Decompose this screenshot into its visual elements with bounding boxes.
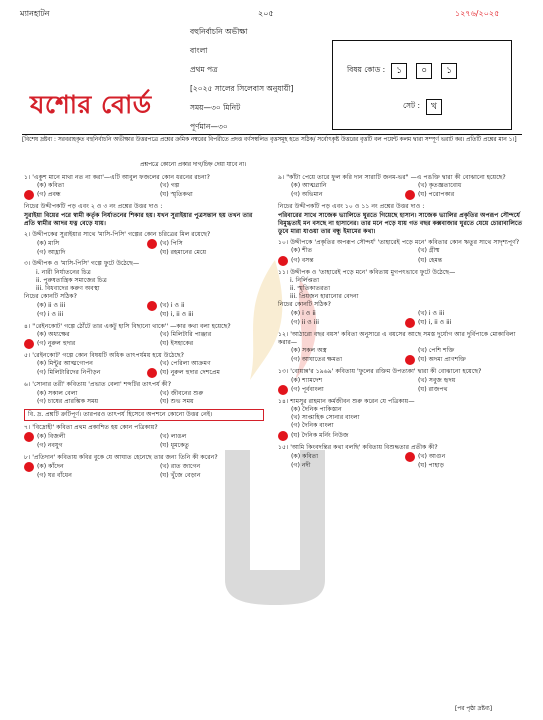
q5-option-d[interactable]: (ঘ) নুরুল হুদার দেশপ্রেম — [147, 368, 264, 378]
q13-option-d[interactable]: (ঘ) রাজপথ — [418, 385, 448, 393]
q4-option-c[interactable]: (গ) নুরুল হুদার — [24, 339, 141, 349]
subject-type: বহুনির্বাচনি অভীক্ষা — [190, 27, 248, 36]
q8-option-a[interactable]: (ক) কাঁদেন — [24, 462, 141, 472]
answer-dot — [147, 239, 157, 249]
q13-option-b[interactable]: (খ) সবুজ হৃদয় — [418, 376, 456, 384]
q14-option-b[interactable]: (খ) সাপ্তাহিক সোনার বাংলা — [291, 414, 360, 422]
question-14: ১৪। শামসুর রাহমান কর্মজীবন শুরু করেন যে পত্রিকায়— (ক) দৈনিক পাকিস্তান (খ) সাপ্তাহিক সোনার বাংলা (গ) দৈনিক বাংলা (ঘ) দৈনিক মর্নিং নিউজ — [278, 398, 526, 441]
q4-option-b[interactable]: (খ) মিলিটারি পাঞ্জার — [160, 330, 212, 338]
q3-option-a[interactable]: (ক) ii ও iii — [37, 302, 66, 310]
q12-option-d[interactable]: (ঘ) অদম্য প্রাণশক্তি — [405, 355, 526, 365]
q11-option-c[interactable]: (গ) ii ও iii — [291, 318, 319, 326]
set-label: সেট : — [403, 101, 420, 110]
q10-option-a[interactable]: (ক) শীত — [291, 247, 313, 255]
exam-time: সময়—৩০ মিনিট — [190, 103, 241, 112]
q3-statement-i: i. নারী নির্যাতনের চিত্র — [36, 268, 91, 276]
q15-option-b[interactable]: (খ) আগুন — [405, 452, 526, 462]
full-marks: পূর্ণমান—৩০ — [190, 122, 228, 131]
next-page-note: [পর পৃষ্ঠা দ্রষ্টব্য] — [455, 706, 492, 712]
q11-statement-ii: ii. স্মৃতিকাতরতা — [290, 285, 330, 293]
instruction-line: প্রশ্নপত্রে কোনো প্রকার দাগ/চিহ্ন দেয়া যাবে না। — [140, 162, 247, 168]
question-11: ১১। উদ্দীপক ও 'তাহারেই পড়ে মনে' কবিতায় মুগপৎভাবে ফুটে উঠেছে— i. নির্লিপ্ততা ii. স্মৃতিকাতরতা iii. প্রিয়জন হারানোর বেদনা নিচের কোনটি সঠিক? (ক) i ও ii (খ) i ও iii (গ) ii ও iii (ঘ) i, ii ও iii — [278, 269, 526, 328]
q11-option-a[interactable]: (ক) i ও ii — [291, 309, 316, 317]
q9-option-b[interactable]: (খ) কৃতজ্ঞতাবোধ — [418, 182, 462, 190]
question-15: ১৫। 'আমি কিংবদন্তির কথা বলছি' কবিতায় বিশুদ্ধতার প্রতীক কী? (ক) কবিতা (খ) আগুন (গ) নদী (ঘ) পাহাড় — [278, 444, 526, 470]
question-9: ৯। "কাঁটা পেয়ে তারে ফুল করি দান সারাটি জনম-ভর" —এ পঙক্তি দ্বারা কী বোঝানো হয়েছে? (ক) আত্মগ্লানি (খ) কৃতজ্ঞতাবোধ (গ) অভিমান (ঘ) পরোপকার — [278, 174, 526, 200]
answer-dot — [278, 431, 288, 441]
q12-option-a[interactable]: (ক) সকল অস্ত্র — [291, 347, 327, 355]
errata-note: বি. দ্র. প্রশ্নটি ক্রটিপূর্ণ। তারপরও তাৎপর্য হিসেবে অপশনে কোনো উত্তর নেই। — [24, 409, 264, 421]
q7-option-d[interactable]: (ঘ) ধূমকেতু — [160, 442, 189, 450]
answer-dot — [147, 301, 157, 311]
question-8: ৮। 'প্রতিদান' কবিতায় কবির বুকে যে আঘাত হেনেছে তার জন্য তিনি কী করেন? (ক) কাঁদেন (খ) রাত জাগেন (গ) ঘর বাঁধেন (ঘ) খুঁজে বেড়ান — [24, 454, 264, 480]
special-notice: [বিশেষ দ্রষ্টব্য : সরবরাহকৃত বহুনির্বাচনি অভীক্ষার উত্তরপত্রে প্রশ্নের ক্রমিক নম্বরের বিপরীতে প্রদত্ত বর্ণসম্বলিত বৃত্তসমূহ হতে সঠিক/ সর্বোৎকৃষ্ট উত্তরের বৃত্তটি বল পয়েন্ট কলম দ্বারা সম্পূর্ণ ভরাট কর। প্রতিটি প্রশ্নের মান ১।] — [22, 137, 517, 143]
q15-option-c[interactable]: (গ) নদী — [291, 461, 311, 469]
q11-which: নিচের কোনটি সঠিক? — [278, 301, 331, 309]
q3-option-c[interactable]: (গ) i ও iii — [37, 311, 64, 319]
q14-option-d[interactable]: (ঘ) দৈনিক মর্নিং নিউজ — [278, 431, 526, 441]
code-digit-2: ০ — [416, 63, 432, 79]
stem-2-instruction: নিচের উদ্দীপকটি পড় এবং ১০ ও ১১ নং প্রশ্নের উত্তর দাও : — [278, 203, 425, 211]
q2-option-d[interactable]: (ঘ) রহমানের মেয়ে — [160, 249, 207, 257]
q8-option-c[interactable]: (গ) ঘর বাঁধেন — [37, 471, 72, 479]
answer-dot — [24, 339, 34, 349]
question-10: ১০। উদ্দীপকে 'প্রকৃতির অপরূপ সৌন্দর্য' 'তাহারেই পড়ে মনে' কবিতার কোন ঋতুর সাথে সাদৃশ্যপূর্ণ? (ক) শীত (খ) গ্রীষ্ম (গ) বসন্ত (ঘ) হেমন্ত — [278, 239, 526, 265]
q14-option-a[interactable]: (ক) দৈনিক পাকিস্তান — [291, 406, 342, 414]
q10-option-c[interactable]: (গ) বসন্ত — [278, 256, 399, 266]
q7-option-a[interactable]: (ক) বিজলী — [24, 432, 141, 442]
answer-dot — [405, 190, 415, 200]
q7-option-c[interactable]: (গ) নবযুগ — [37, 442, 63, 450]
header-code-ref: ১২৭৬/২০২৫ — [455, 9, 500, 18]
answer-dot — [24, 190, 34, 200]
header-page-number: ২০৫ — [258, 9, 274, 18]
paper-name: প্রথম পত্র — [190, 65, 218, 74]
q3-statement-ii: ii. পুরুষতান্ত্রিক সমাজের চিত্র — [36, 276, 107, 284]
q12-option-c[interactable]: (গ) আঘাতের ক্ষমতা — [291, 356, 343, 364]
q1-option-b[interactable]: (খ) গল্প — [160, 182, 180, 190]
q9-option-a[interactable]: (ক) আত্মগ্লানি — [291, 182, 327, 190]
q4-option-d[interactable]: (ঘ) ইসহাকের — [160, 339, 194, 347]
q11-option-b[interactable]: (খ) i ও iii — [418, 309, 445, 317]
q11-option-d[interactable]: (ঘ) i, ii ও iii — [405, 318, 526, 328]
q2-option-b[interactable]: (খ) পিসি — [147, 239, 264, 249]
code-digit-1: ১ — [391, 63, 407, 79]
q10-option-d[interactable]: (ঘ) হেমন্ত — [418, 256, 443, 264]
question-7: ৭। 'বিদ্রোহী' কবিতা প্রথম প্রকাশিত হয় কোন পত্রিকায়? (ক) বিজলী (খ) লাঙল (গ) নবযুগ (ঘ) ধূমকেতু — [24, 424, 264, 450]
q1-number: ১। — [24, 174, 31, 181]
set-value: খ — [426, 99, 442, 115]
q6-option-d[interactable]: (ঘ) শুভ সময় — [160, 397, 194, 405]
q1-option-c[interactable]: (গ) প্রবন্ধ — [24, 190, 141, 200]
q5-option-c[interactable]: (গ) মিলিটারিদের নিপীড়ন — [37, 369, 101, 377]
q1-option-d[interactable]: (ঘ) স্মৃতিকথা — [160, 191, 193, 199]
question-2: ২। উদ্দীপকের সুরাইয়ার সাথে 'মাসি-পিসি' গল্পের কোন চরিত্রের মিল রয়েছে? (ক) মাসি (খ) পিসি (গ) আহ্লাদি (ঘ) রহমানের মেয়ে — [24, 231, 264, 257]
answer-dot — [405, 355, 415, 365]
q6-option-a[interactable]: (ক) সকাল বেলা — [37, 389, 78, 397]
header-district: ম্যানহাটন — [20, 9, 50, 18]
q14-option-c[interactable]: (গ) দৈনিক বাংলা — [291, 422, 334, 430]
q15-option-a[interactable]: (ক) কবিতা — [291, 452, 319, 460]
question-5: ৫। 'রেইনকোট' গল্পে কোন বিষয়টি অধিক তাৎপর্যময় হয়ে উঠেছে? (ক) মিন্টুর আত্মগোপন (খ) পেরিলা আক্রমণ (গ) মিলিটারিদের নিপীড়ন (ঘ) নুরুল হুদার দেশপ্রেম — [24, 352, 264, 378]
answer-dot — [405, 452, 415, 462]
board-title: যশোর বোর্ড — [30, 90, 152, 119]
q15-option-d[interactable]: (ঘ) পাহাড় — [418, 461, 445, 469]
q3-option-b[interactable]: (খ) i ও ii — [147, 301, 264, 311]
subject-code-label: বিষয় কোড : — [347, 65, 386, 74]
q8-option-b[interactable]: (খ) রাত জাগেন — [160, 462, 201, 470]
question-4: ৪। ''রেইনকোট' গল্পে ঠোঁটে তার একটু হাসি বিছানো থাকে'' —কার কথা বলা হয়েছে? (ক) অধ্যক্ষের (খ) মিলিটারি পাঞ্জার (গ) নুরুল হুদার (ঘ) ইসহাকের — [24, 323, 264, 349]
stem-1-instruction: নিচের উদ্দীপকটি পড় এবং ২ ও ৩ নং প্রশ্নের উত্তর দাও : — [24, 203, 163, 211]
q7-option-b[interactable]: (খ) লাঙল — [160, 433, 187, 441]
q11-statement-i: i. নির্লিপ্ততা — [290, 276, 320, 284]
q5-option-a[interactable]: (ক) মিন্টুর আত্মগোপন — [37, 360, 93, 368]
q3-option-d[interactable]: (ঘ) i, ii ও iii — [160, 311, 194, 319]
q1-text: 'একুশ মানে মাথা নত না করা'—এটি আবুল ফজলের কোন ধরনের রচনা? — [32, 174, 210, 181]
q5-option-b[interactable]: (খ) পেরিলা আক্রমণ — [160, 360, 211, 368]
answer-dot — [24, 432, 34, 442]
answer-dot — [278, 385, 288, 395]
right-column — [278, 174, 526, 473]
q9-option-d[interactable]: (ঘ) পরোপকার — [405, 190, 526, 200]
subject-name: বাংলা — [190, 46, 208, 55]
q3-statement-iii: iii. বিধবাদের করুণ অবস্থা — [36, 285, 100, 293]
answer-dot — [405, 318, 415, 328]
q3-which: নিচের কোনটি সঠিক? — [24, 293, 77, 301]
question-12: ১২। 'আঠারো বছর বয়স' কবিতা অনুসারে এ বয়সের আছে সমস্ত দুর্যোগ আর দুর্বিপাকে মোকাবিলা করার— (ক) সকল অস্ত্র (খ) পেশি শক্তি (গ) আঘাতের ক্ষমতা (ঘ) অদম্য প্রাণশক্তি — [278, 331, 526, 366]
answer-dot — [147, 368, 157, 378]
q11-statement-iii: iii. প্রিয়জন হারানোর বেদনা — [290, 293, 359, 301]
stem-2-body: পরিবারের সাথে সাজেক ভ্যালিতে ঘুরতে গিয়েছে হাসান। সাজেক ভ্যালির প্রকৃতির অপরূপ সৌন্দর্যে বিমুগ্ধতাই মন বসছে না হাসানের। তার মনে পড়ে যায় গত বছর কক্সবাজার ঘুরতে যেয়ে চোরাবালিতে ডুবে মারা যাওয়া তার বন্ধু ইমামের কথা। — [278, 211, 523, 236]
question-6: ৬। 'সোনার তরী' কবিতায় 'প্রভাত বেলা' শব্দটির তাৎপর্য কী? (ক) সকাল বেলা (খ) জীবনের শুরু (গ) চাষের প্রারম্ভিক সময় (ঘ) শুভ সময় — [24, 381, 264, 406]
q10-option-b[interactable]: (খ) গ্রীষ্ম — [418, 247, 440, 255]
q2-option-a[interactable]: (ক) মাসি — [37, 240, 60, 248]
q6-option-b[interactable]: (খ) জীবনের শুরু — [160, 389, 204, 397]
q9-option-c[interactable]: (গ) অভিমান — [291, 191, 323, 199]
left-column — [24, 174, 264, 483]
q13-option-c[interactable]: (গ) পূর্ববাংলা — [278, 385, 399, 395]
answer-dot — [278, 256, 288, 266]
subject-code-box — [332, 40, 512, 130]
q8-option-d[interactable]: (ঘ) খুঁজে বেড়ান — [160, 471, 201, 479]
q13-option-a[interactable]: (ক) শ্যামদেশ — [291, 376, 323, 384]
answer-dot — [24, 462, 34, 472]
stem-1-body: সুরাইয়া বিয়ের পরে স্বামী কর্তৃক নির্যাতনের শিকার হয়। যখন সুরাইয়ার পুত্রসন্তান হয় তখন তার প্রতি স্বামীর আদর যত্ন বেড়ে যায়। — [24, 211, 253, 227]
code-digit-3: ১ — [441, 63, 457, 79]
question-1 — [24, 174, 264, 200]
question-3: ৩। উদ্দীপক ও 'মাসি-পিসি' গল্পে ফুটে উঠেছে— i. নারী নির্যাতনের চিত্র ii. পুরুষতান্ত্রিক সমাজের চিত্র iii. বিধবাদের করুণ অবস্থা নিচের কোনটি সঠিক? (ক) ii ও iii (খ) i ও ii (গ) i ও iii (ঘ) i, ii ও iii — [24, 260, 264, 319]
q1-option-a[interactable]: (ক) কবিতা — [37, 182, 65, 190]
question-13: ১৩। 'বোয়ান্ন'র ১৯৬৯' কবিতায় 'ফুলের রক্তিম উপত্যকা' দ্বারা কী বোঝানো হয়েছে? (ক) শ্যামদেশ (খ) সবুজ হৃদয় (গ) পূর্ববাংলা (ঘ) রাজপথ — [278, 368, 526, 394]
syllabus-note: [২০২৫ সালের সিলেবাস অনুযায়ী] — [190, 84, 294, 93]
q12-option-b[interactable]: (খ) পেশি শক্তি — [418, 347, 455, 355]
q6-option-c[interactable]: (গ) চাষের প্রারম্ভিক সময় — [37, 397, 99, 405]
q4-option-a[interactable]: (ক) অধ্যক্ষের — [37, 330, 70, 338]
q2-option-c[interactable]: (গ) আহ্লাদি — [37, 249, 66, 257]
